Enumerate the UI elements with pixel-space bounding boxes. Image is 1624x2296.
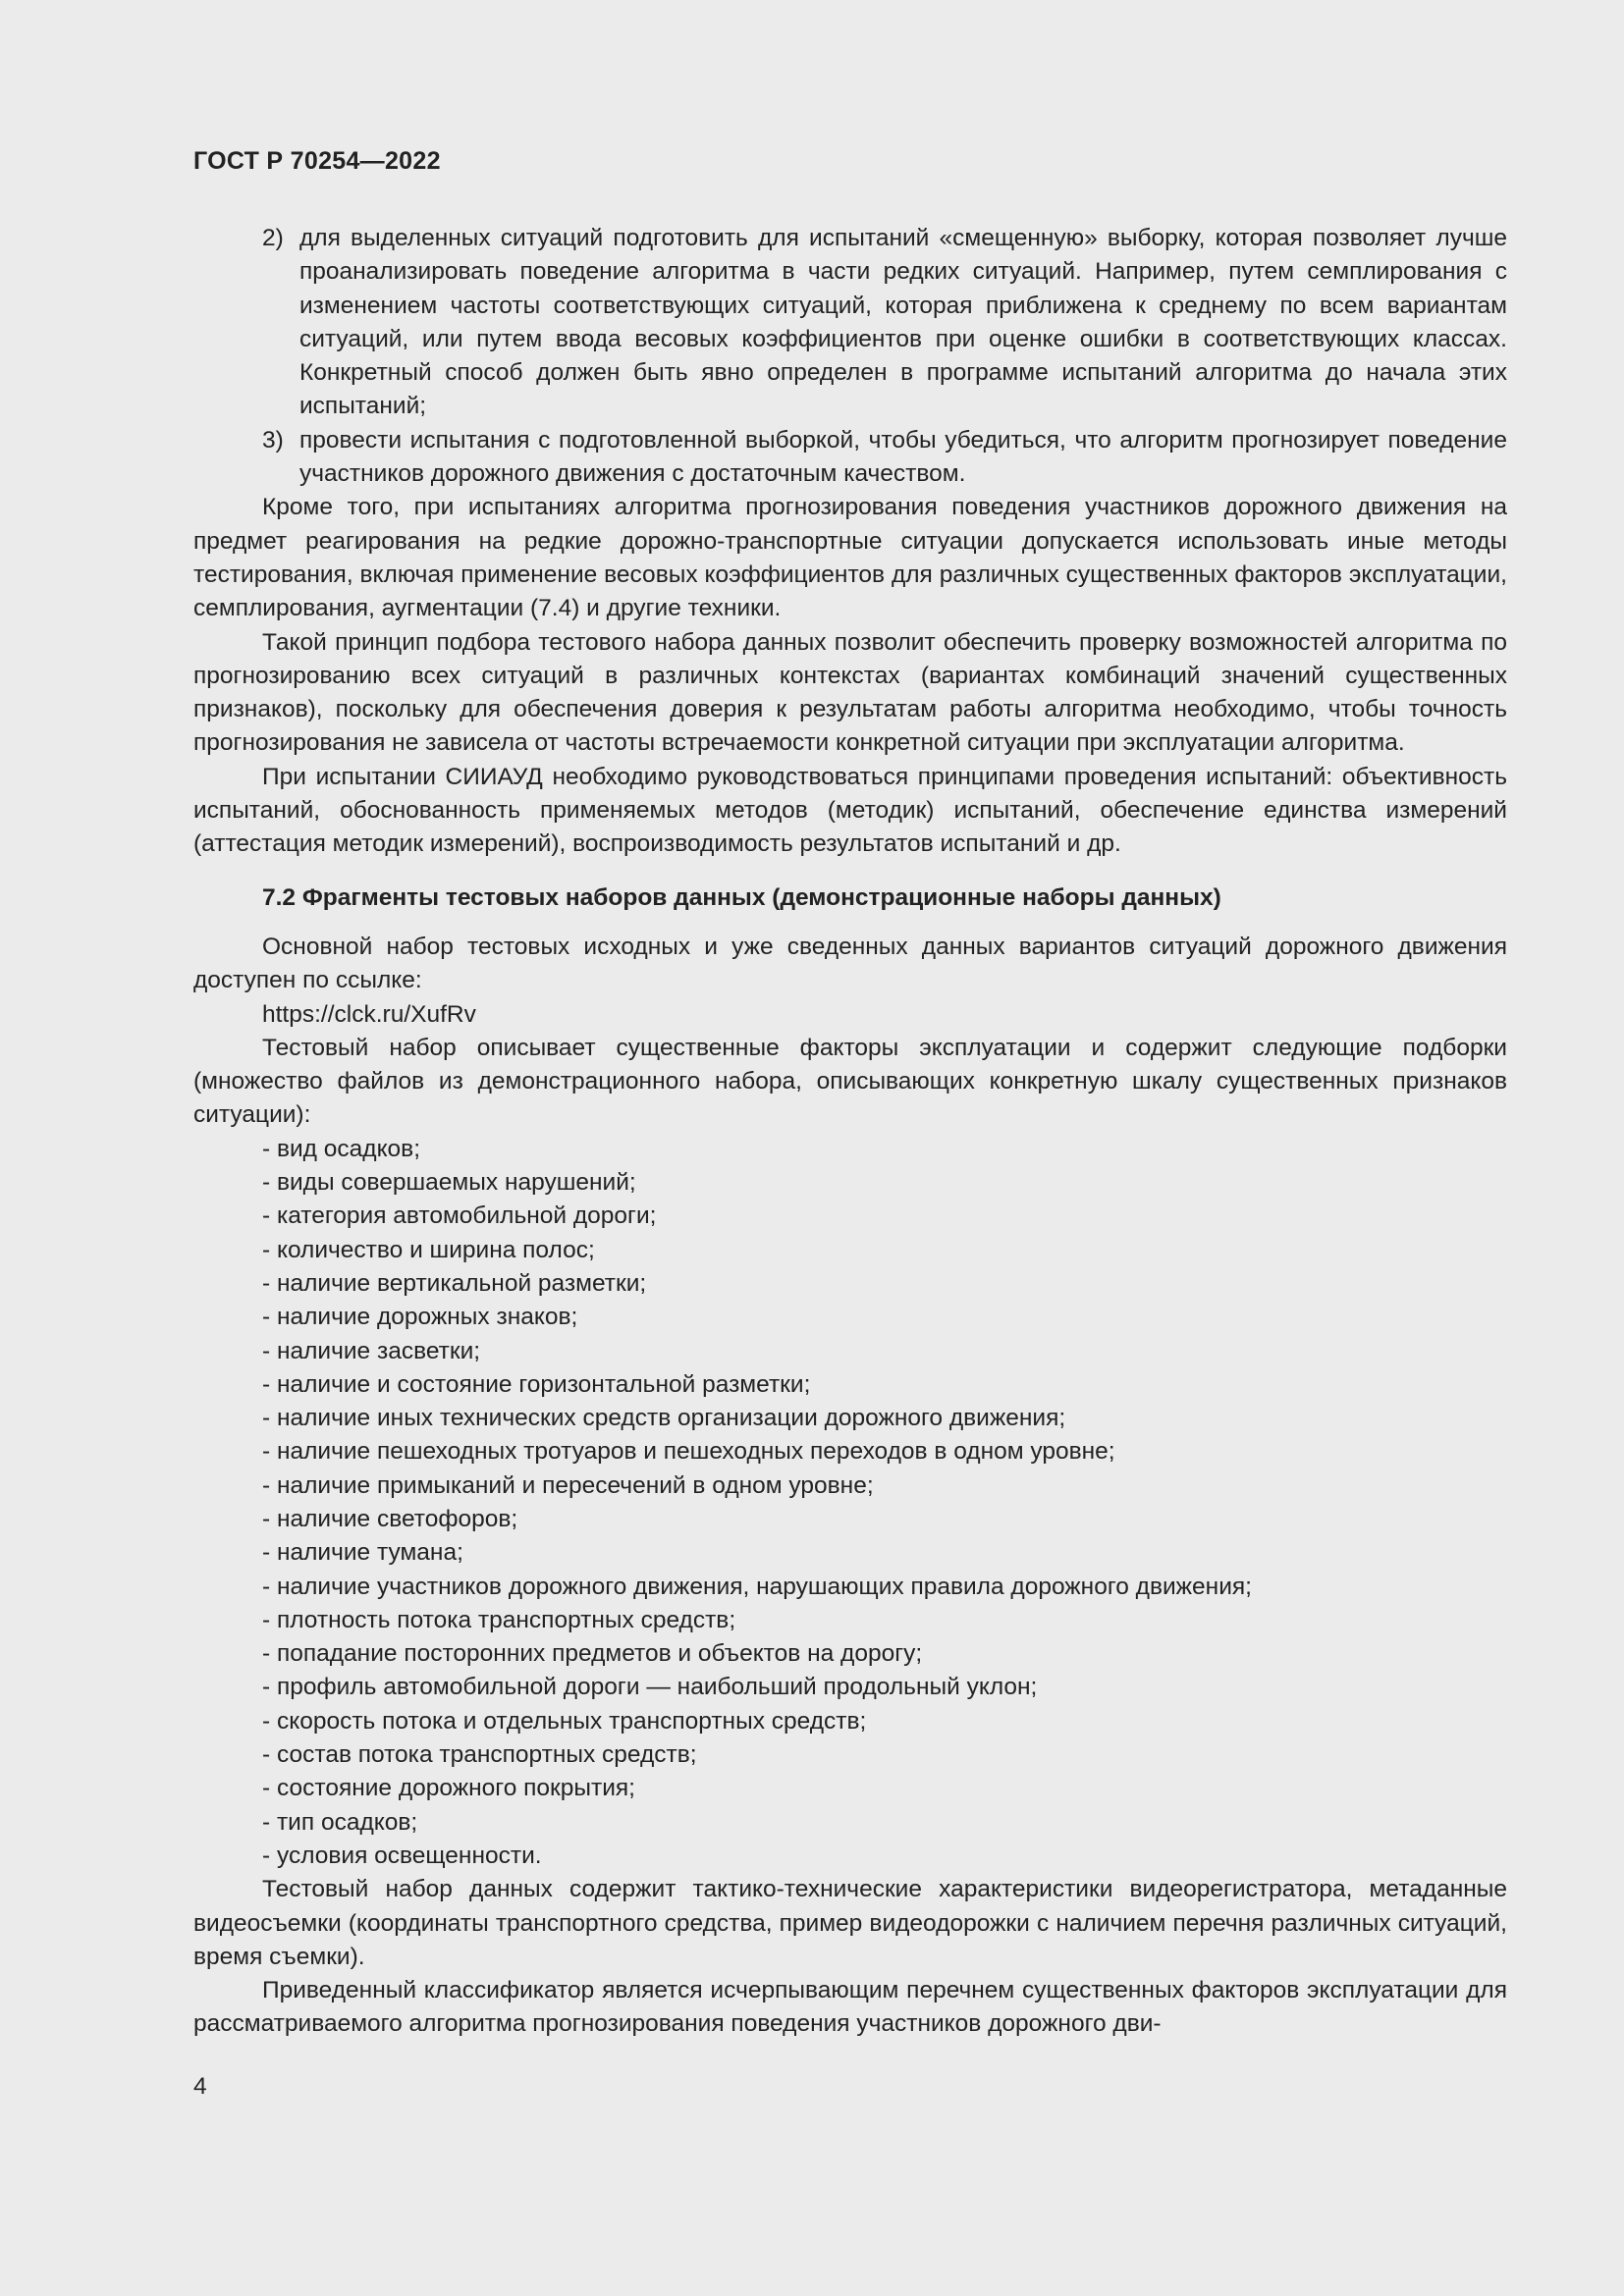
list-item: - наличие участников дорожного движения, нарушающих правила дорожного движения; (262, 1573, 1252, 1600)
list-item: - вид осадков; (262, 1135, 421, 1162)
list-item: - плотность потока транспортных средств; (262, 1606, 736, 1633)
list-item: - наличие дорожных знаков; (262, 1304, 578, 1331)
dataset-link[interactable]: https://clck.ru/XufRv (262, 1000, 476, 1028)
list-item: - количество и ширина полос; (262, 1236, 595, 1263)
list-item: - скорость потока и отдельных транспортных средств; (262, 1707, 867, 1735)
item-number: 3) (262, 426, 284, 454)
list-item: - наличие засветки; (262, 1337, 481, 1364)
list-item: - профиль автомобильной дороги — наибольший продольный уклон; (262, 1674, 1038, 1701)
list-item: - состояние дорожного покрытия; (262, 1775, 635, 1802)
list-item: - условия освещенности. (262, 1842, 542, 1869)
section-title: 7.2 Фрагменты тестовых наборов данных (демонстрационные наборы данных) (262, 883, 1221, 911)
item-text: провести испытания с подготовленной выборкой, чтобы убедиться, что алгоритм прогнозирует поведение участников дорожного движения с достаточным качеством. (299, 426, 1507, 488)
item-text: для выделенных ситуаций подготовить для испытаний «смещенную» выборку, которая позволяет лучше проанализировать поведение алгоритма в части редких ситуаций. Например, путем семплирования с изменением частоты соответствующих ситуаций, которая приближена к среднему по всем вариантам ситуаций, или путем ввода весовых коэффициентов при оценке ошибки в соответствующих классах. Конкретный способ должен быть явно определен в программе испытаний алгоритма до начала этих испытаний; (299, 225, 1507, 420)
item-number: 2) (262, 225, 284, 251)
list-item: - категория автомобильной дороги; (262, 1202, 657, 1230)
paragraph: При испытании СИИАУД необходимо руководствоваться принципами проведения испытаний: объективность испытаний, обоснованность применяемых методов (методик) испытаний, обеспечение единства измерений (аттестация методик измерений), воспроизводимость результатов испытаний и др. (193, 763, 1507, 858)
paragraph: Кроме того, при испытаниях алгоритма прогнозирования поведения участников дорожного движения на предмет реагирования на редкие дорожно-транспортные ситуации допускается использовать иные методы тестирования, включая применение весовых коэффициентов для различных существенных факторов эксплуатации, семплирования, аугментации (7.4) и другие техники. (193, 494, 1507, 622)
list-item: - наличие и состояние горизонтальной разметки; (262, 1370, 811, 1398)
list-item: - наличие примыканий и пересечений в одном уровне; (262, 1471, 874, 1499)
list-item: - виды совершаемых нарушений; (262, 1169, 636, 1197)
page-number: 4 (193, 2073, 207, 2100)
section-intro: Основной набор тестовых исходных и уже сведенных данных вариантов ситуаций дорожного движения доступен по ссылке: (193, 933, 1507, 994)
paragraph: Тестовый набор данных содержит тактико-технические характеристики видеорегистратора, метаданные видеосъемки (координаты транспортного средства, пример видеодорожки с наличием перечня различных ситуаций, время съемки). (193, 1876, 1507, 1970)
list-item: - состав потока транспортных средств; (262, 1741, 697, 1769)
list-item: - наличие вертикальной разметки; (262, 1269, 647, 1297)
list-item: - наличие тумана; (262, 1539, 463, 1567)
list-item: - наличие пешеходных тротуаров и пешеходных переходов в одном уровне; (262, 1438, 1115, 1466)
numbered-item (193, 424, 1507, 492)
factors-list (193, 1133, 1507, 1874)
list-item: - наличие светофоров; (262, 1505, 518, 1532)
page-body (193, 222, 1507, 2042)
paragraph: Приведенный классификатор является исчерпывающим перечнем существенных факторов эксплуатации для рассматриваемого алгоритма прогнозирования поведения участников дорожного дви- (193, 1977, 1507, 2038)
numbered-item (193, 222, 1507, 424)
paragraph: Такой принцип подбора тестового набора данных позволит обеспечить проверку возможностей алгоритма по прогнозированию всех ситуаций в различных контекстах (вариантах комбинаций значений существенных признаков), поскольку для обеспечения доверия к результатам работы алгоритма необходимо, чтобы точность прогнозирования не зависела от частоты встречаемости конкретной ситуации при эксплуатации алгоритма. (193, 628, 1507, 757)
list-item: - наличие иных технических средств организации дорожного движения; (262, 1405, 1066, 1432)
list-item: - попадание посторонних предметов и объектов на дорогу; (262, 1640, 923, 1668)
list-item: - тип осадков; (262, 1808, 418, 1836)
standard-header: ГОСТ Р 70254—2022 (193, 147, 441, 175)
list-intro: Тестовый набор описывает существенные факторы эксплуатации и содержит следующие подборки (множество файлов из демонстрационного набора, описывающих конкретную шкалу существенных признаков ситуации): (193, 1034, 1507, 1129)
